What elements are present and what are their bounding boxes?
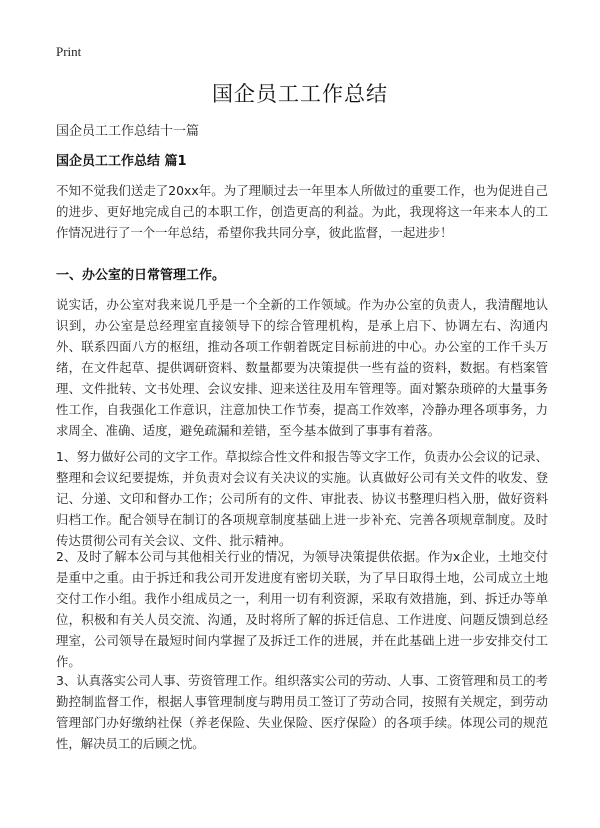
paragraph-item-1: 1、努力做好公司的文字工作。草拟综合性文件和报告等文字工作，负责办公会议的记录、整理和会议纪要提炼，并负责对会议有关决议的实施。认真做好公司有关文件的收发、登记、分递、文印和督办工作；公司所有的文件、审批表、协议书整理归档入册，做好资料归档工作。配合领导在制订的各项规章制度基础上进一步补充、完善各项规章制度。及时传达贯彻公司有关会议、文件、批示精神。 (56, 449, 548, 548)
paragraph-intro: 不知不觉我们送走了20xx年。为了理顺过去一年里本人所做过的重要工作，也为促进自己的进步、更好地完成自己的本职工作，创造更高的利益。为此，我现将这一年来本人的工作情况进行了一个一年总结，希望你我共同分享，彼此监督，一起进步！ (56, 183, 548, 240)
print-link[interactable]: Print (56, 44, 82, 59)
paragraph-item-2: 2、及时了解本公司与其他相关行业的情况，为领导决策提供依据。作为x企业，土地交付是重中之重。由于拆迁和我公司开发进度有密切关联，为了早日取得土地，公司成立土地交付工作小组。我作小组成员之一，利用一切有利资源，采取有效措施，到、拆迁办等单位，积极和有关人员交流、沟通，及时将所了解的拆迁信息、工作进度、问题反馈到总经理室，公司领导在最短时间内掌握了及拆迁工作的进展，并在此基础上进一步安排交付工作。 (56, 549, 548, 669)
document-title: 国企员工工作总结 (212, 82, 388, 106)
paragraph-item-3: 3、认真落实公司人事、劳资管理工作。组织落实公司的劳动、人事、工资管理和员工的考勤控制监督工作，根据人事管理制度与聘用员工签订了劳动合同，按照有关规定，到劳动管理部门办好缴纳社保（养老保险、失业保险、医疗保险）的各项手续。体现公司的规范性，解决员工的后顾之忧。 (56, 673, 548, 751)
document-subtitle: 国企员工工作总结十一篇 (56, 124, 200, 139)
section-heading-office-management: 一、办公室的日常管理工作。 (56, 268, 226, 283)
paragraph-office-overview: 说实话，办公室对我来说几乎是一个全新的工作领域。作为办公室的负责人，我清醒地认识到，办公室是总经理室直接领导下的综合管理机构，是承上启下、协调左右、沟通内外、联系四面八方的枢纽，推动各项工作朝着既定目标前进的中心。办公室的工作千头万绪，在文件起草、提供调研资料、数量都要为决策提供一些有益的资料，数据。有档案管理、文件批转、文书处理、会议安排、迎来送往及用车管理等。面对繁杂琐碎的大量事务性工作，自我强化工作意识，注意加快工作节奏，提高工作效率，冷静办理各项事务，力求周全、准确、适度，避免疏漏和差错，至今基本做到了事事有着落。 (56, 297, 548, 438)
section-title: 国企员工工作总结 篇1 (56, 154, 187, 169)
